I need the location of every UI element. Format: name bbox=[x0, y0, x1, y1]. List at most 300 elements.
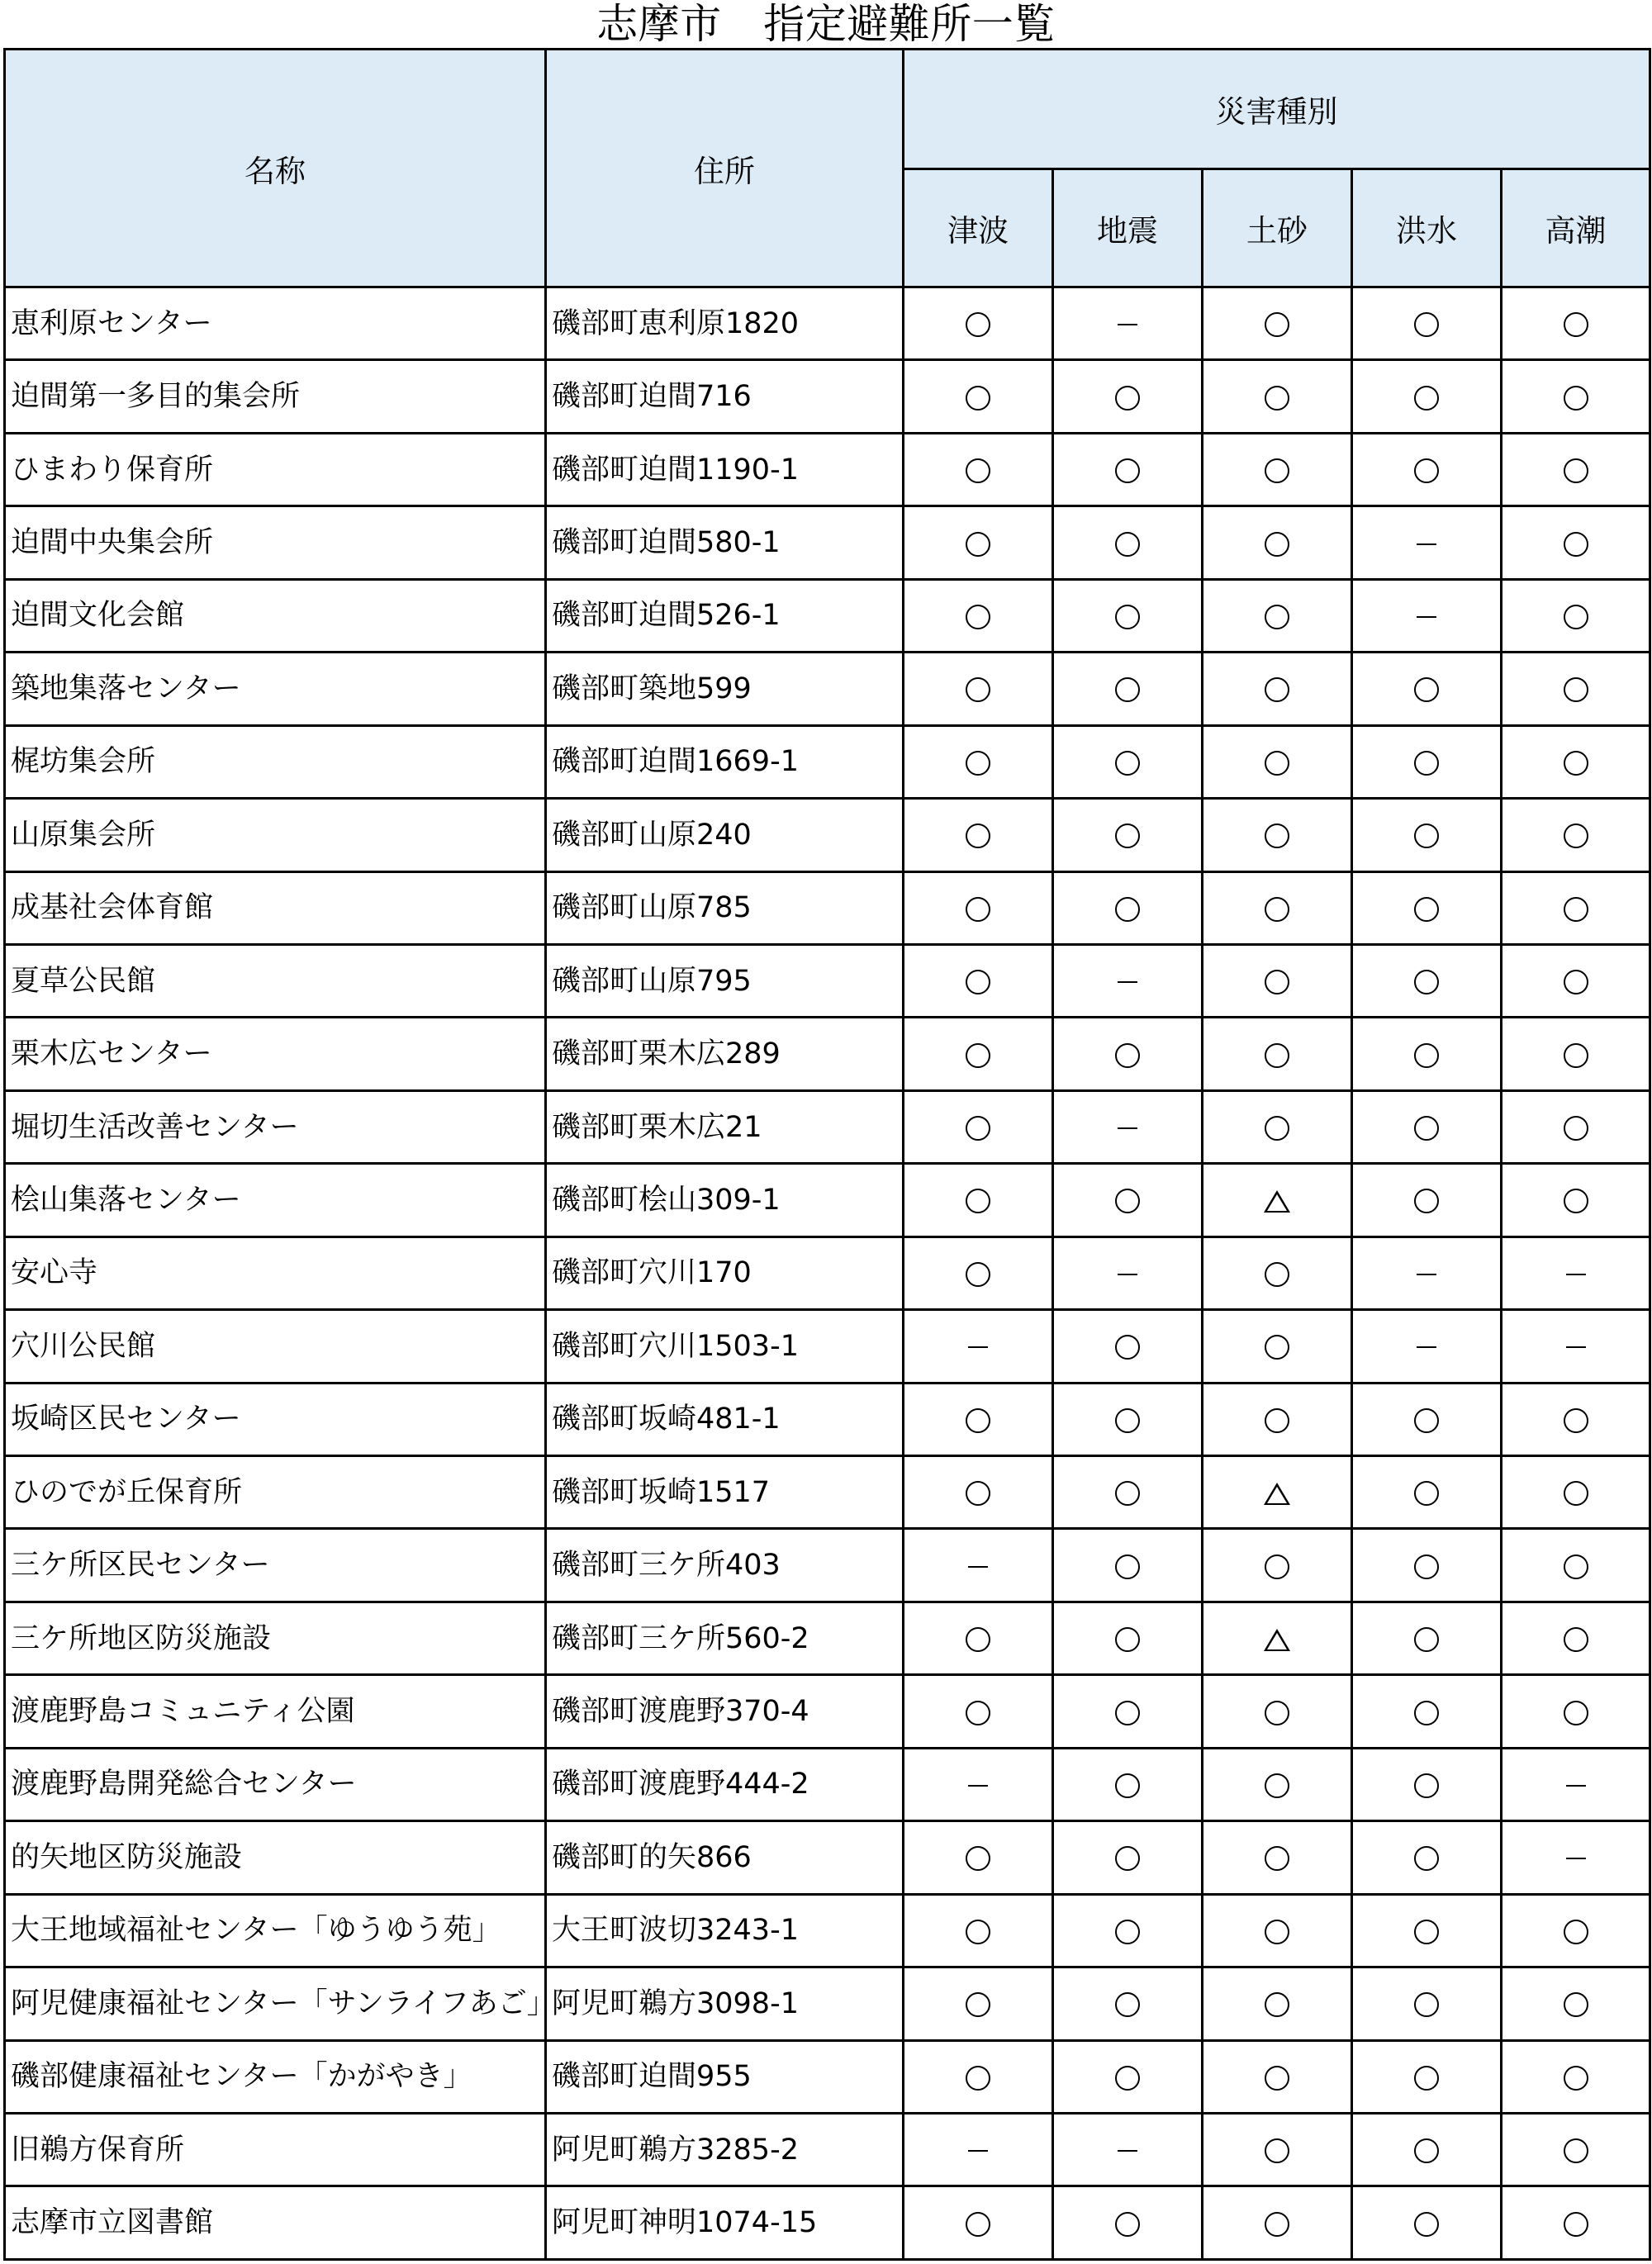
circle-mark bbox=[966, 2066, 990, 2091]
mark-cell-landslide bbox=[1203, 1236, 1352, 1309]
shelter-address: 磯部町迫間1190-1 bbox=[546, 433, 904, 505]
shelter-name: 夏草公民館 bbox=[5, 944, 546, 1017]
circle-mark bbox=[1265, 312, 1289, 337]
circle-mark bbox=[966, 458, 990, 483]
circle-mark bbox=[1414, 1773, 1439, 1798]
dash-mark bbox=[1566, 1858, 1586, 1859]
circle-mark bbox=[1115, 1773, 1140, 1798]
mark-cell-tsunami bbox=[904, 944, 1053, 1017]
mark-cell-earthquake bbox=[1053, 1894, 1203, 1967]
header-type-earthquake: 地震 bbox=[1053, 169, 1203, 287]
shelter-address: 磯部町栗木広289 bbox=[546, 1018, 904, 1090]
shelter-name: 迫間中央集会所 bbox=[5, 506, 546, 579]
circle-mark bbox=[1265, 1043, 1289, 1068]
circle-mark bbox=[1564, 1116, 1588, 1141]
shelter-name: 恵利原センター bbox=[5, 287, 546, 360]
mark-cell-storm-surge bbox=[1502, 1018, 1650, 1090]
mark-cell-earthquake bbox=[1053, 1529, 1203, 1602]
shelter-name: ひまわり保育所 bbox=[5, 433, 546, 505]
circle-mark bbox=[1115, 1554, 1140, 1579]
mark-cell-landslide bbox=[1203, 1529, 1352, 1602]
shelter-address: 磯部町迫間580-1 bbox=[546, 506, 904, 579]
circle-mark bbox=[966, 605, 990, 629]
table-row bbox=[5, 1456, 1650, 1529]
mark-cell-tsunami bbox=[904, 1675, 1053, 1748]
mark-cell-landslide bbox=[1203, 871, 1352, 944]
circle-mark bbox=[1564, 2138, 1588, 2163]
circle-mark bbox=[966, 1627, 990, 1652]
shelter-name: 的矢地区防災施設 bbox=[5, 1821, 546, 1894]
mark-cell-landslide bbox=[1203, 944, 1352, 1017]
circle-mark bbox=[1115, 1043, 1140, 1068]
circle-mark bbox=[1414, 312, 1439, 337]
mark-cell-tsunami bbox=[904, 725, 1053, 798]
shelter-address: 磯部町坂崎481-1 bbox=[546, 1383, 904, 1455]
mark-cell-tsunami bbox=[904, 1894, 1053, 1967]
circle-mark bbox=[966, 1992, 990, 2017]
circle-mark bbox=[1115, 605, 1140, 629]
shelter-address: 磯部町山原785 bbox=[546, 871, 904, 944]
triangle-mark bbox=[1264, 1190, 1290, 1213]
mark-cell-tsunami bbox=[904, 1456, 1053, 1529]
circle-mark bbox=[966, 1116, 990, 1141]
circle-mark bbox=[1265, 970, 1289, 994]
circle-mark bbox=[1115, 532, 1140, 557]
shelter-name: 三ケ所地区防災施設 bbox=[5, 1602, 546, 1674]
circle-mark bbox=[1115, 1189, 1140, 1213]
circle-mark bbox=[966, 532, 990, 557]
mark-cell-flood bbox=[1352, 944, 1502, 1017]
mark-cell-flood bbox=[1352, 1090, 1502, 1163]
mark-cell-landslide bbox=[1203, 1310, 1352, 1383]
mark-cell-landslide bbox=[1203, 1383, 1352, 1455]
table-row bbox=[5, 653, 1650, 725]
circle-mark bbox=[1265, 605, 1289, 629]
mark-cell-earthquake bbox=[1053, 506, 1203, 579]
circle-mark bbox=[1115, 458, 1140, 483]
mark-cell-tsunami bbox=[904, 1529, 1053, 1602]
circle-mark bbox=[1564, 823, 1588, 848]
shelter-name: 山原集会所 bbox=[5, 799, 546, 871]
mark-cell-storm-surge bbox=[1502, 2186, 1650, 2260]
circle-mark bbox=[966, 1262, 990, 1287]
shelter-name: 栗木広センター bbox=[5, 1018, 546, 1090]
mark-cell-storm-surge bbox=[1502, 1456, 1650, 1529]
circle-mark bbox=[966, 897, 990, 922]
mark-cell-landslide bbox=[1203, 1090, 1352, 1163]
mark-cell-storm-surge bbox=[1502, 506, 1650, 579]
mark-cell-tsunami bbox=[904, 653, 1053, 725]
circle-mark bbox=[966, 677, 990, 702]
mark-cell-storm-surge bbox=[1502, 2040, 1650, 2113]
circle-mark bbox=[966, 312, 990, 337]
mark-cell-landslide bbox=[1203, 1602, 1352, 1674]
circle-mark bbox=[1115, 1408, 1140, 1433]
circle-mark bbox=[1265, 1116, 1289, 1141]
shelter-name: 成基社会体育館 bbox=[5, 871, 546, 944]
mark-cell-earthquake bbox=[1053, 1310, 1203, 1383]
circle-mark bbox=[1115, 1846, 1140, 1871]
circle-mark bbox=[1564, 1701, 1588, 1725]
mark-cell-earthquake bbox=[1053, 1748, 1203, 1820]
mark-cell-tsunami bbox=[904, 1164, 1053, 1236]
circle-mark bbox=[1414, 1481, 1439, 1506]
circle-mark bbox=[1414, 1116, 1439, 1141]
circle-mark bbox=[1265, 2138, 1289, 2163]
shelter-address: 磯部町迫間1669-1 bbox=[546, 725, 904, 798]
circle-mark bbox=[1414, 970, 1439, 994]
mark-cell-flood bbox=[1352, 1236, 1502, 1309]
triangle-mark bbox=[1264, 1483, 1290, 1505]
mark-cell-storm-surge bbox=[1502, 1236, 1650, 1309]
mark-cell-storm-surge bbox=[1502, 1967, 1650, 2040]
table-row bbox=[5, 725, 1650, 798]
mark-cell-landslide bbox=[1203, 1894, 1352, 1967]
circle-mark bbox=[966, 1408, 990, 1433]
mark-cell-earthquake bbox=[1053, 2186, 1203, 2260]
dash-mark bbox=[968, 1785, 988, 1787]
dash-mark bbox=[968, 1566, 988, 1568]
circle-mark bbox=[1414, 1189, 1439, 1213]
shelter-name: 志摩市立図書館 bbox=[5, 2186, 546, 2260]
mark-cell-flood bbox=[1352, 1529, 1502, 1602]
shelter-address: 磯部町桧山309-1 bbox=[546, 1164, 904, 1236]
mark-cell-tsunami bbox=[904, 871, 1053, 944]
circle-mark bbox=[1115, 823, 1140, 848]
mark-cell-tsunami bbox=[904, 506, 1053, 579]
shelter-address: 阿児町鵜方3098-1 bbox=[546, 1967, 904, 2040]
mark-cell-tsunami bbox=[904, 2186, 1053, 2260]
header-type-tsunami: 津波 bbox=[904, 169, 1053, 287]
table-row bbox=[5, 944, 1650, 1017]
mark-cell-earthquake bbox=[1053, 1967, 1203, 2040]
mark-cell-flood bbox=[1352, 871, 1502, 944]
table-row bbox=[5, 1748, 1650, 1820]
circle-mark bbox=[1265, 677, 1289, 702]
circle-mark bbox=[966, 1701, 990, 1725]
dash-mark bbox=[1118, 1274, 1137, 1275]
mark-cell-flood bbox=[1352, 1602, 1502, 1674]
shelter-address: 磯部町迫間526-1 bbox=[546, 579, 904, 652]
mark-cell-storm-surge bbox=[1502, 1164, 1650, 1236]
table-row bbox=[5, 1602, 1650, 1674]
mark-cell-earthquake bbox=[1053, 360, 1203, 433]
dash-mark bbox=[1566, 1785, 1586, 1787]
mark-cell-storm-surge bbox=[1502, 1748, 1650, 1820]
circle-mark bbox=[966, 2212, 990, 2237]
mark-cell-earthquake bbox=[1053, 1236, 1203, 1309]
circle-mark bbox=[1414, 2138, 1439, 2163]
mark-cell-landslide bbox=[1203, 653, 1352, 725]
table-row bbox=[5, 360, 1650, 433]
circle-mark bbox=[1564, 1481, 1588, 1506]
mark-cell-tsunami bbox=[904, 1018, 1053, 1090]
mark-cell-landslide bbox=[1203, 1967, 1352, 2040]
circle-mark bbox=[1564, 1043, 1588, 1068]
circle-mark bbox=[1115, 1701, 1140, 1725]
circle-mark bbox=[1414, 1846, 1439, 1871]
table-row bbox=[5, 1529, 1650, 1602]
mark-cell-tsunami bbox=[904, 799, 1053, 871]
circle-mark bbox=[1115, 1920, 1140, 1944]
mark-cell-storm-surge bbox=[1502, 287, 1650, 360]
circle-mark bbox=[966, 970, 990, 994]
circle-mark bbox=[1414, 1992, 1439, 2017]
table-body bbox=[5, 287, 1650, 2260]
mark-cell-landslide bbox=[1203, 1675, 1352, 1748]
shelter-name: 渡鹿野島開発総合センター bbox=[5, 1748, 546, 1820]
shelter-address: 磯部町恵利原1820 bbox=[546, 287, 904, 360]
mark-cell-tsunami bbox=[904, 1310, 1053, 1383]
mark-cell-landslide bbox=[1203, 1821, 1352, 1894]
mark-cell-landslide bbox=[1203, 2040, 1352, 2113]
circle-mark bbox=[1265, 1262, 1289, 1287]
circle-mark bbox=[1265, 458, 1289, 483]
circle-mark bbox=[1265, 1773, 1289, 1798]
shelter-address: 磯部町迫間955 bbox=[546, 2040, 904, 2113]
circle-mark bbox=[1564, 970, 1588, 994]
table-row bbox=[5, 433, 1650, 505]
mark-cell-flood bbox=[1352, 799, 1502, 871]
shelter-address: 磯部町渡鹿野444-2 bbox=[546, 1748, 904, 1820]
shelter-name: 旧鵜方保育所 bbox=[5, 2113, 546, 2186]
dash-mark bbox=[1118, 1127, 1137, 1129]
mark-cell-earthquake bbox=[1053, 1018, 1203, 1090]
circle-mark bbox=[1265, 532, 1289, 557]
page-title: 志摩市 指定避難所一覧 bbox=[596, 0, 1056, 48]
mark-cell-flood bbox=[1352, 433, 1502, 505]
circle-mark bbox=[966, 1481, 990, 1506]
shelter-name: 渡鹿野島コミュニティ公園 bbox=[5, 1675, 546, 1748]
circle-mark bbox=[1564, 532, 1588, 557]
mark-cell-flood bbox=[1352, 1456, 1502, 1529]
mark-cell-storm-surge bbox=[1502, 1894, 1650, 1967]
mark-cell-storm-surge bbox=[1502, 579, 1650, 652]
circle-mark bbox=[1564, 386, 1588, 411]
table-row bbox=[5, 579, 1650, 652]
mark-cell-flood bbox=[1352, 1383, 1502, 1455]
mark-cell-landslide bbox=[1203, 360, 1352, 433]
mark-cell-earthquake bbox=[1053, 944, 1203, 1017]
mark-cell-flood bbox=[1352, 287, 1502, 360]
mark-cell-earthquake bbox=[1053, 433, 1203, 505]
table-row bbox=[5, 1675, 1650, 1748]
shelter-name: 桧山集落センター bbox=[5, 1164, 546, 1236]
circle-mark bbox=[1115, 2066, 1140, 2091]
header-type-landslide: 土砂 bbox=[1203, 169, 1352, 287]
mark-cell-tsunami bbox=[904, 1821, 1053, 1894]
mark-cell-tsunami bbox=[904, 579, 1053, 652]
circle-mark bbox=[1265, 2066, 1289, 2091]
mark-cell-earthquake bbox=[1053, 1090, 1203, 1163]
shelter-address: 磯部町築地599 bbox=[546, 653, 904, 725]
circle-mark bbox=[1564, 677, 1588, 702]
mark-cell-storm-surge bbox=[1502, 725, 1650, 798]
table-row bbox=[5, 2186, 1650, 2260]
mark-cell-storm-surge bbox=[1502, 360, 1650, 433]
circle-mark bbox=[1564, 312, 1588, 337]
circle-mark bbox=[1414, 897, 1439, 922]
circle-mark bbox=[1115, 2212, 1140, 2237]
mark-cell-earthquake bbox=[1053, 2040, 1203, 2113]
mark-cell-flood bbox=[1352, 653, 1502, 725]
circle-mark bbox=[1414, 1408, 1439, 1433]
circle-mark bbox=[1564, 751, 1588, 776]
circle-mark bbox=[1414, 1627, 1439, 1652]
mark-cell-storm-surge bbox=[1502, 944, 1650, 1017]
table-row bbox=[5, 1967, 1650, 2040]
header-type-flood: 洪水 bbox=[1352, 169, 1502, 287]
mark-cell-tsunami bbox=[904, 1236, 1053, 1309]
mark-cell-flood bbox=[1352, 506, 1502, 579]
mark-cell-earthquake bbox=[1053, 1164, 1203, 1236]
mark-cell-flood bbox=[1352, 1164, 1502, 1236]
mark-cell-storm-surge bbox=[1502, 1675, 1650, 1748]
circle-mark bbox=[1265, 1992, 1289, 2017]
circle-mark bbox=[1564, 1554, 1588, 1579]
circle-mark bbox=[1265, 386, 1289, 411]
shelter-address: 磯部町山原240 bbox=[546, 799, 904, 871]
mark-cell-landslide bbox=[1203, 506, 1352, 579]
mark-cell-earthquake bbox=[1053, 579, 1203, 652]
circle-mark bbox=[1414, 386, 1439, 411]
table-row bbox=[5, 1310, 1650, 1383]
circle-mark bbox=[966, 751, 990, 776]
header-name: 名称 bbox=[5, 50, 546, 287]
dash-mark bbox=[1417, 616, 1436, 618]
mark-cell-storm-surge bbox=[1502, 1529, 1650, 1602]
circle-mark bbox=[1115, 1992, 1140, 2017]
circle-mark bbox=[1564, 1627, 1588, 1652]
mark-cell-landslide bbox=[1203, 2186, 1352, 2260]
table-row bbox=[5, 506, 1650, 579]
mark-cell-earthquake bbox=[1053, 1675, 1203, 1748]
mark-cell-storm-surge bbox=[1502, 1090, 1650, 1163]
dash-mark bbox=[1566, 1274, 1586, 1275]
mark-cell-flood bbox=[1352, 2040, 1502, 2113]
circle-mark bbox=[1115, 897, 1140, 922]
shelter-name: 築地集落センター bbox=[5, 653, 546, 725]
circle-mark bbox=[1265, 751, 1289, 776]
mark-cell-flood bbox=[1352, 725, 1502, 798]
mark-cell-earthquake bbox=[1053, 1456, 1203, 1529]
dash-mark bbox=[1118, 324, 1137, 325]
mark-cell-flood bbox=[1352, 1018, 1502, 1090]
mark-cell-flood bbox=[1352, 1894, 1502, 1967]
mark-cell-flood bbox=[1352, 1748, 1502, 1820]
header-type-storm-surge: 高潮 bbox=[1502, 169, 1650, 287]
shelter-address: 磯部町山原795 bbox=[546, 944, 904, 1017]
header-disaster-types: 災害種別 bbox=[904, 50, 1650, 169]
circle-mark bbox=[1265, 1920, 1289, 1944]
shelter-address: 大王町波切3243-1 bbox=[546, 1894, 904, 1967]
mark-cell-landslide bbox=[1203, 579, 1352, 652]
circle-mark bbox=[1564, 458, 1588, 483]
dash-mark bbox=[1566, 1346, 1586, 1348]
shelter-address: 磯部町栗木広21 bbox=[546, 1090, 904, 1163]
circle-mark bbox=[1115, 1481, 1140, 1506]
dash-mark bbox=[1417, 543, 1436, 545]
circle-mark bbox=[1414, 1043, 1439, 1068]
mark-cell-earthquake bbox=[1053, 1383, 1203, 1455]
mark-cell-landslide bbox=[1203, 2113, 1352, 2186]
mark-cell-flood bbox=[1352, 360, 1502, 433]
shelter-address: 磯部町三ケ所560-2 bbox=[546, 1602, 904, 1674]
circle-mark bbox=[1414, 2212, 1439, 2237]
circle-mark bbox=[1265, 897, 1289, 922]
table-row bbox=[5, 287, 1650, 360]
shelter-name: 磯部健康福祉センター「かがやき」 bbox=[5, 2040, 546, 2113]
shelter-address: 磯部町渡鹿野370-4 bbox=[546, 1675, 904, 1748]
circle-mark bbox=[1265, 1701, 1289, 1725]
shelter-name: 安心寺 bbox=[5, 1236, 546, 1309]
circle-mark bbox=[1265, 1846, 1289, 1871]
mark-cell-storm-surge bbox=[1502, 799, 1650, 871]
circle-mark bbox=[1414, 1701, 1439, 1725]
mark-cell-tsunami bbox=[904, 2040, 1053, 2113]
dash-mark bbox=[1118, 981, 1137, 983]
mark-cell-tsunami bbox=[904, 2113, 1053, 2186]
mark-cell-earthquake bbox=[1053, 1821, 1203, 1894]
mark-cell-landslide bbox=[1203, 1748, 1352, 1820]
circle-mark bbox=[966, 1043, 990, 1068]
mark-cell-tsunami bbox=[904, 1967, 1053, 2040]
mark-cell-tsunami bbox=[904, 287, 1053, 360]
circle-mark bbox=[1564, 1920, 1588, 1944]
circle-mark bbox=[1115, 1627, 1140, 1652]
circle-mark bbox=[966, 386, 990, 411]
shelter-name: 坂崎区民センター bbox=[5, 1383, 546, 1455]
mark-cell-tsunami bbox=[904, 433, 1053, 505]
circle-mark bbox=[1265, 2212, 1289, 2237]
mark-cell-earthquake bbox=[1053, 2113, 1203, 2186]
mark-cell-flood bbox=[1352, 1675, 1502, 1748]
circle-mark bbox=[1564, 897, 1588, 922]
circle-mark bbox=[1564, 2212, 1588, 2237]
mark-cell-earthquake bbox=[1053, 871, 1203, 944]
mark-cell-earthquake bbox=[1053, 1602, 1203, 1674]
mark-cell-landslide bbox=[1203, 1456, 1352, 1529]
mark-cell-tsunami bbox=[904, 1602, 1053, 1674]
mark-cell-flood bbox=[1352, 2113, 1502, 2186]
dash-mark bbox=[1118, 2150, 1137, 2152]
mark-cell-tsunami bbox=[904, 1383, 1053, 1455]
shelter-name: 三ケ所区民センター bbox=[5, 1529, 546, 1602]
circle-mark bbox=[1414, 2066, 1439, 2091]
table-row bbox=[5, 1894, 1650, 1967]
header-address: 住所 bbox=[546, 50, 904, 287]
mark-cell-storm-surge bbox=[1502, 2113, 1650, 2186]
mark-cell-landslide bbox=[1203, 725, 1352, 798]
mark-cell-flood bbox=[1352, 2186, 1502, 2260]
mark-cell-flood bbox=[1352, 1967, 1502, 2040]
shelter-name: ひのでが丘保育所 bbox=[5, 1456, 546, 1529]
shelter-address: 磯部町坂崎1517 bbox=[546, 1456, 904, 1529]
table-row bbox=[5, 1821, 1650, 1894]
circle-mark bbox=[1414, 823, 1439, 848]
mark-cell-tsunami bbox=[904, 1090, 1053, 1163]
shelter-address: 磯部町穴川1503-1 bbox=[546, 1310, 904, 1383]
table-row bbox=[5, 1090, 1650, 1163]
table-row bbox=[5, 871, 1650, 944]
shelter-address: 磯部町穴川170 bbox=[546, 1236, 904, 1309]
dash-mark bbox=[968, 2150, 988, 2152]
circle-mark bbox=[1564, 2066, 1588, 2091]
circle-mark bbox=[1414, 751, 1439, 776]
mark-cell-flood bbox=[1352, 1310, 1502, 1383]
circle-mark bbox=[1414, 458, 1439, 483]
mark-cell-earthquake bbox=[1053, 799, 1203, 871]
